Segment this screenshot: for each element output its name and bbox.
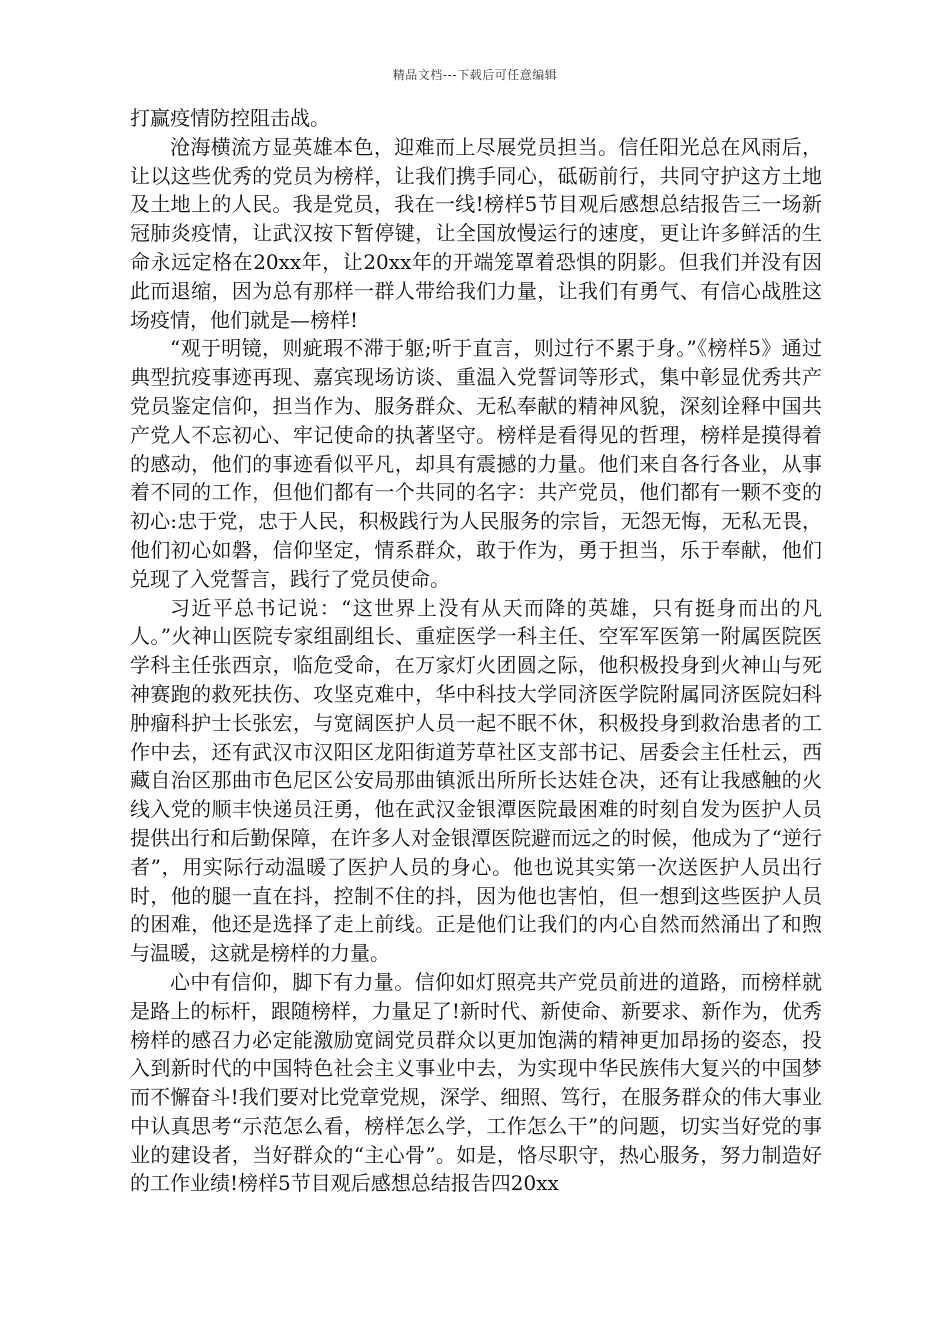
- paragraph-5: 心中有信仰，脚下有力量。信仰如灯照亮共产党员前进的道路，而榜样就是路上的标杆，跟随榜样，力量足了!新时代、新使命、新要求、新作为，优秀榜样的感召力必定能激励宽阔党员群众以更加饱满的精神更加昂扬的姿态，投入到新时代的中国特色社会主义事业中去，为实现中华民族伟大复兴的中国梦而不懈奋斗!我们要对比党章党规，深学、细照、笃行，在服务群众的伟大事业中认真思考“示范怎么看，榜样怎么学，工作怎么干”的问题，切实当好党的事业的建设者，当好群众的“主心骨”。如是，恪尽职守，热心服务，努力制造好的工作业绩!榜样5节目观后感想总结报告四20xx: [130, 969, 822, 1196]
- paragraph-3: “观于明镜，则疵瑕不滞于躯;听于直言，则过行不累于身。”《榜样5》通过典型抗疫事迹再现、嘉宾现场访谈、重温入党誓词等形式，集中彰显优秀共产党员鉴定信仰，担当作为、服务群众、无私奉献的精神风貌，深刻诠释中国共产党人不忘初心、牢记使命的执著坚守。榜样是看得见的哲理，榜样是摸得着的感动，他们的事迹看似平凡，却具有震撼的力量。他们来自各行各业，从事着不同的工作，但他们都有一个共同的名字：共产党员，他们都有一颗不变的初心:忠于党，忠于人民，积极践行为人民服务的宗旨，无怨无悔，无私无畏，他们初心如磐，信仰坚定，情系群众，敢于作为，勇于担当，乐于奉献，他们兑现了入党誓言，践行了党员使命。: [130, 336, 822, 591]
- page-header: 精品文档---下载后可任意编辑: [392, 68, 558, 82]
- paragraph-4: 习近平总书记说：“这世界上没有从天而降的英雄，只有挺身而出的凡人。”火神山医院专家组副组长、重症医学一科主任、空军军医第一附属医院医学科主任张西京，临危受命，在万家灯火团圆之际，他积极投身到火神山与死神赛跑的救死扶伤、攻坚克难中，华中科技大学同济医学院附属同济医院妇科肿瘤科护士长张宏，与宽阔医护人员一起不眠不休，积极投身到救治患者的工作中去，还有武汉市汉阳区龙阳街道芳草社区支部书记、居委会主任杜云，西藏自治区那曲市色尼区公安局那曲镇派出所所长达娃仓决，还有让我感触的火线入党的顺丰快递员汪勇，他在武汉金银潭医院最困难的时刻自发为医护人员提供出行和后勤保障，在许多人对金银潭医院避而远之的时候，他成为了“逆行者”，用实际行动温暖了医护人员的身心。他也说其实第一次送医护人员出行时，他的腿一直在抖，控制不住的抖，因为他也害怕，但一想到这些医护人员的困难，他还是选择了走上前线。正是他们让我们的内心自然而然涌出了和煦与温暖，这就是榜样的力量。: [130, 595, 822, 966]
- paragraph-1: 打赢疫情防控阻击战。: [130, 106, 330, 130]
- paragraph-2: 沧海横流方显英雄本色，迎难而上尽展党员担当。信任阳光总在风雨后，让以这些优秀的党员为榜样，让我们携手同心，砥砺前行，共同守护这方土地及土地上的人民。我是党员，我在一线!榜样5节目观后感想总结报告三一场新冠肺炎疫情，让武汉按下暂停键，让全国放慢运行的速度，更让许多鲜活的生命永远定格在20xx年，让20xx年的开端笼罩着恐惧的阴影。但我们并没有因此而退缩，因为总有那样一群人带给我们力量，让我们有勇气、有信心战胜这场疫情，他们就是—榜样!: [130, 134, 822, 332]
- document-body: [130, 104, 822, 1198]
